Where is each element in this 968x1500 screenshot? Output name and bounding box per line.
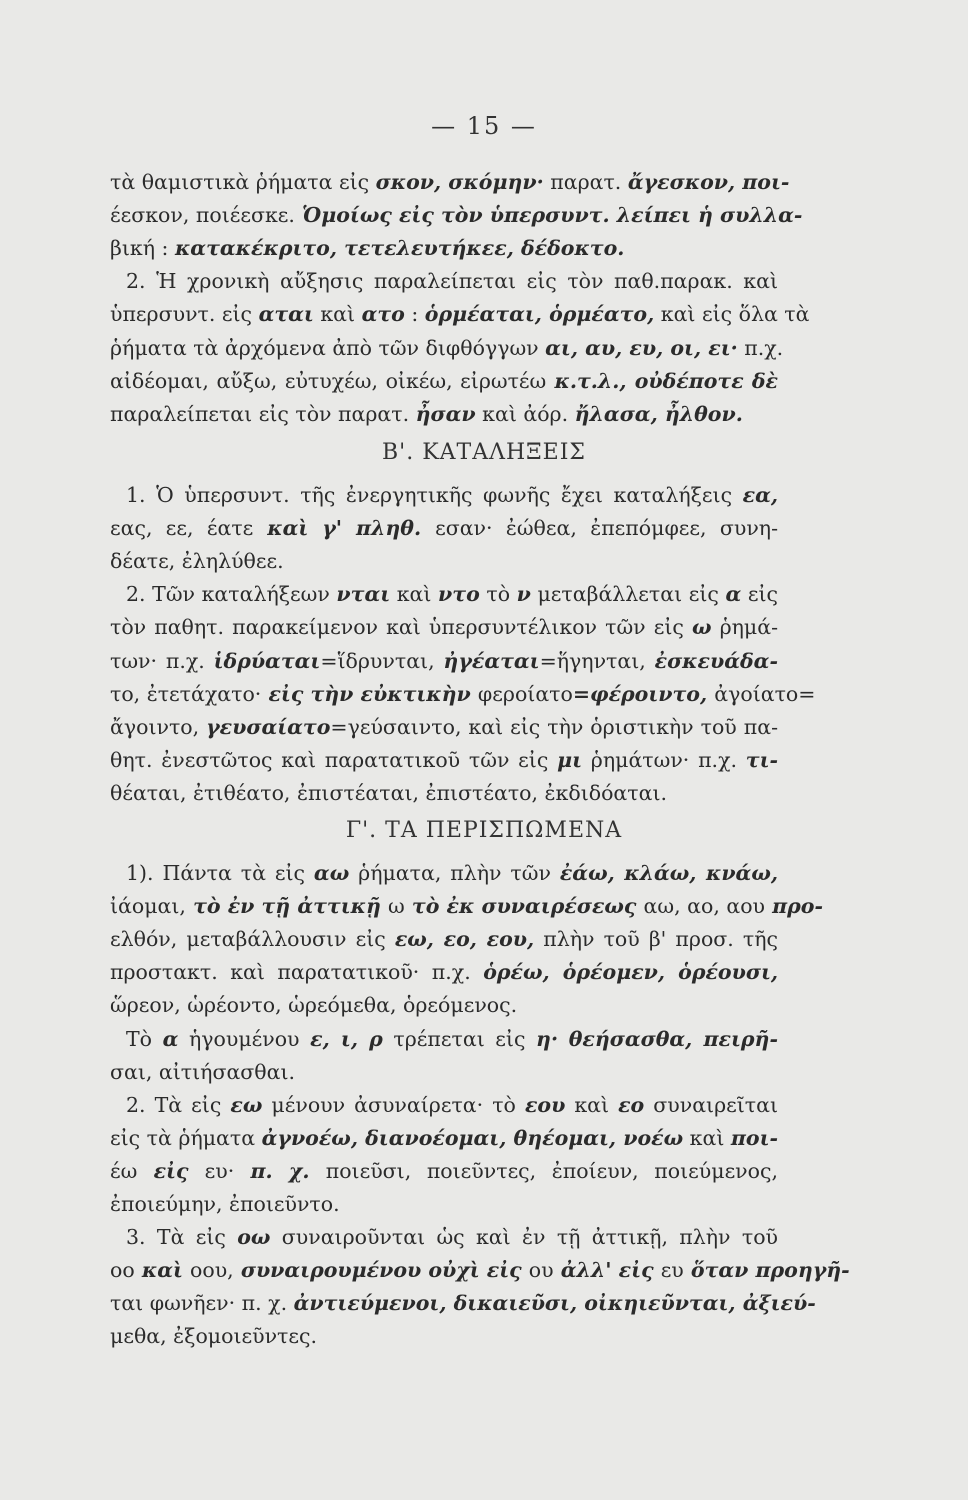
text-segment: μένουν ἀσυναίρετα· τὸ (262, 1092, 525, 1117)
text-line (110, 364, 778, 398)
emphasized-form: ποι- (730, 1125, 779, 1150)
text-segment: αἰδέομαι, αὔξω, εὐτυχέω, οἰκέω, εἰρωτέω (110, 368, 547, 393)
emphasized-form: ἄγεσκον, ποι- (627, 170, 790, 194)
emphasized-form: =φέροιντο, (572, 681, 715, 706)
text-segment: ου (528, 1258, 554, 1283)
emphasized-form: εο (618, 1092, 645, 1117)
text-line (110, 743, 778, 777)
text-segment: ω (388, 894, 405, 919)
text-line (110, 610, 778, 644)
text-segment: αω, αο, αου (643, 894, 766, 919)
text-segment: μεθα, ἐξομοιεῦντες. (110, 1324, 318, 1349)
text-segment: ὥρεον, ὡρέοντο, ὡρεόμεθα, ὁρεόμενος. (110, 993, 518, 1018)
text-segment: τὰ θαμιστικὰ ῥήματα εἰς (110, 170, 376, 194)
text-segment: οο (110, 1258, 135, 1283)
emphasized-form: α (162, 1026, 179, 1051)
emphasized-form: ἐάω, κλάω, κνάω, (559, 861, 778, 885)
text-segment: =ἵδρυνται, (320, 648, 444, 673)
text-segment: ευ· (204, 1158, 235, 1183)
text-segment: συναιρεῖται (644, 1092, 779, 1117)
text-line (110, 544, 778, 578)
text-segment: εἰς (741, 582, 779, 607)
text-segment: 1. Ὁ ὑπερσυντ. τῆς ἐνεργητικῆς φωνῆς ἔχει καταλήξεις (126, 483, 743, 507)
text-line (110, 397, 778, 431)
text-line (110, 1121, 778, 1155)
emphasized-form: π. χ. (234, 1158, 326, 1183)
emphasized-form: αται (258, 302, 314, 327)
text-segment: Τὸ (126, 1026, 163, 1051)
text-segment: δέατε, ἐληλύθεε. (110, 549, 284, 574)
text-segment: ἡγουμένου (178, 1026, 311, 1051)
text-segment: πλὴν τοῦ β' προσ. τῆς (534, 927, 778, 952)
text-segment: παραλείπεται εἰς τὸν παρατ. (110, 401, 416, 426)
text-line (110, 1088, 778, 1122)
emphasized-form: εἰς (137, 1158, 205, 1183)
text-segment: φεροίατο (477, 681, 573, 706)
text-segment (558, 1027, 569, 1051)
heading-contracted: Γ'. ΤΑ ΠΕΡΙΣΠΩΜΕΝΑ (345, 818, 623, 843)
emphasized-form: ατο (361, 302, 405, 327)
text-segment: καὶ (565, 1092, 619, 1117)
heading-endings: Β'. ΚΑΤΑΛΗΞΕΙΣ (382, 440, 586, 465)
text-segment: ἐποιεύμην, ἐποιεῦντο. (110, 1192, 340, 1216)
emphasized-form: καὶ (134, 1258, 191, 1283)
emphasized-form: τὸ ἐν τῇ ἀττικῇ (185, 894, 389, 919)
text-segment: ται φωνῆεν· π. χ. (110, 1291, 294, 1316)
text-segment: καὶ ἀόρ. (475, 401, 575, 426)
text-segment: καὶ (313, 302, 362, 327)
text-line (110, 231, 778, 265)
text-segment: θητ. ἐνεστῶτος καὶ παρατατικοῦ τῶν εἰς (110, 747, 558, 772)
text-segment: τρέπεται εἰς (382, 1026, 537, 1051)
emphasized-form: εἰς τὴν εὐκτικὴν (261, 681, 478, 706)
emphasized-form: εω, εο, εου, (394, 927, 535, 952)
text-segment: 2. Ἡ χρονικὴ αὔξησις παραλείπεται εἰς τὸν παθ.παρακ. καὶ (126, 269, 778, 294)
text-segment: καὶ (390, 582, 439, 607)
emphasized-form: ἀγνοέω, διανοέομαι, θηέομαι, νοέω (261, 1125, 684, 1150)
text-segment: ῥημά- (711, 615, 778, 640)
text-segment: καὶ εἰς ὅλα τὰ (654, 302, 810, 327)
emphasized-form: ν (516, 582, 531, 607)
text-segment: το, ἐτετάχατο· (110, 681, 262, 706)
emphasized-form: η· (536, 1026, 559, 1051)
emphasized-form: Ὁμοίως εἰς τὸν ὑπερσυντ. λείπει ἡ συλλα- (294, 203, 803, 228)
text-line (110, 264, 778, 298)
text-line (110, 922, 778, 956)
emphasized-form: σκον, σκόμην· (375, 170, 544, 194)
text-segment: =γεύσαιντο, καὶ εἰς τὴν ὁριστικὴν τοῦ πα- (330, 714, 778, 739)
text-segment: εσαν· ἐώθεα, ἐπεπόμφεε, συνη- (435, 516, 779, 541)
page-number: — 15 — (431, 112, 537, 140)
emphasized-form: ἐσκευάδα- (654, 648, 778, 673)
text-segment: έω (110, 1158, 138, 1183)
text-segment: ὑπερσυντ. εἰς (110, 302, 259, 327)
text-segment: οου, (190, 1258, 234, 1283)
emphasized-form: κατακέκριτο, τετελευτήκεε, δέδοκτο. (174, 236, 625, 261)
emphasized-form: ἱδρύαται (213, 648, 321, 673)
text-line (110, 856, 778, 890)
text-line (110, 198, 803, 232)
text-segment: εἰς τὰ ῥήματα (110, 1125, 262, 1150)
text-line (110, 1154, 778, 1188)
text-segment: τὸ (479, 582, 517, 607)
text-line (110, 297, 810, 331)
text-segment: ποιεῦσι, ποιεῦντες, ἐποίευν, ποιεύμενος, (325, 1158, 778, 1183)
text-line (110, 1220, 778, 1254)
emphasized-form: συναιρουμένου οὐχὶ εἰς (233, 1258, 529, 1283)
text-segment: των· π.χ. (110, 648, 214, 673)
emphasized-form: ἤλασα, ἦλθον. (574, 401, 743, 426)
text-segment: βική : (110, 236, 175, 261)
text-segment: ἰάομαι, (110, 894, 186, 919)
emphasized-form: ντο (438, 582, 480, 607)
emphasized-form: ὅταν προηγῆ- (683, 1258, 850, 1283)
emphasized-form: τι- (745, 747, 779, 772)
text-line (110, 955, 778, 989)
emphasized-form: οω (237, 1225, 271, 1250)
emphasized-form: ἦσαν (415, 401, 476, 426)
text-line (110, 988, 778, 1022)
text-segment: ῥήματα τὰ ἀρχόμενα ἀπὸ τῶν διφθόγγων (110, 335, 546, 360)
text-line (110, 478, 778, 512)
text-segment: θέαται, ἐτιθέατο, ἐπιστέαται, ἐπιστέατο, ἐκδιδόαται. (110, 780, 668, 805)
text-segment: =ἥγηνται, (539, 648, 655, 673)
emphasized-form: αι, αυ, ευ, οι, ει· (545, 335, 738, 360)
text-segment: ευ (660, 1258, 684, 1283)
text-line (110, 1286, 816, 1320)
text-segment: ῥημάτων· π.χ. (582, 747, 746, 772)
text-line (110, 889, 823, 923)
text-line (110, 1022, 778, 1056)
emphasized-form: ω (691, 615, 712, 640)
text-segment: μεταβάλλεται εἰς (530, 582, 726, 607)
text-line (110, 1253, 850, 1287)
text-segment: : (404, 302, 425, 327)
emphasized-form: ὁρμέαται, ὁρμέατο, (424, 302, 655, 327)
text-segment: προστακτ. καὶ παρατατικοῦ· π.χ. (110, 960, 484, 985)
emphasized-form: κ.τ.λ., οὐδέποτε δὲ (546, 368, 778, 393)
emphasized-form: εου (524, 1092, 566, 1117)
text-segment: καὶ (683, 1125, 731, 1150)
emphasized-form: α (725, 582, 742, 607)
text-segment: ἀγοίατο= (714, 681, 816, 706)
emphasized-form: νται (336, 582, 391, 607)
text-line (110, 165, 790, 199)
text-segment: ελθόν, μεταβάλλουσιν εἰς (110, 927, 395, 952)
emphasized-form: ἠγέαται (443, 648, 540, 673)
text-line (110, 577, 778, 611)
emphasized-form: ὁρέω, ὁρέομεν, ὁρέουσι, (483, 960, 778, 985)
text-segment: ῥήματα, πλὴν τῶν (349, 861, 560, 885)
text-segment: 2. Τὰ εἰς (126, 1092, 231, 1117)
emphasized-form: θεήσασθα, πειρῆ- (568, 1026, 778, 1051)
text-segment: τὸν παθητ. παρακείμενον καὶ ὑπερσυντέλικον τῶν εἰς (110, 615, 692, 640)
text-segment: ἄγοιντο, (110, 714, 207, 739)
text-line (110, 1055, 778, 1089)
emphasized-form: εα, (742, 483, 778, 507)
emphasized-form: ἀλλ' εἰς (553, 1258, 661, 1283)
emphasized-form: εω (230, 1092, 263, 1117)
emphasized-form: μι (557, 747, 583, 772)
text-segment: συναιροῦνται ὡς καὶ ἐν τῇ ἀττικῇ, πλὴν τοῦ (270, 1225, 778, 1250)
text-line (110, 776, 778, 810)
text-segment: παρατ. (543, 170, 628, 194)
emphasized-form: γευσαίατο (206, 714, 331, 739)
text-line (110, 511, 778, 545)
text-line (110, 710, 778, 744)
text-line (110, 644, 778, 678)
text-segment: 3. Τὰ εἰς (126, 1225, 238, 1250)
text-segment: σαι, αἰτιήσασθαι. (110, 1059, 296, 1084)
text-segment: εας, εε, έατε (110, 516, 254, 541)
text-line (110, 1187, 778, 1221)
text-segment: 2. Τῶν καταλήξεων (126, 582, 337, 607)
text-line (110, 331, 784, 365)
text-segment: π.χ. (737, 335, 784, 360)
emphasized-form: ἀντιεύμενοι, δικαιεῦσι, οἰκηιεῦνται, ἀξιεύ- (293, 1291, 816, 1316)
emphasized-form: ε, ι, ρ (310, 1026, 383, 1051)
text-segment: 1). Πάντα τὰ εἰς (126, 861, 314, 885)
emphasized-form: προ- (765, 894, 823, 919)
emphasized-form: τὸ ἐκ συναιρέσεως (404, 894, 644, 919)
text-line (110, 677, 816, 711)
emphasized-form: καὶ γ' πληθ. (253, 516, 436, 541)
text-segment: έεσκον, ποιέεσκε. (110, 203, 295, 228)
emphasized-form: αω (313, 861, 350, 885)
text-line (110, 1319, 778, 1353)
